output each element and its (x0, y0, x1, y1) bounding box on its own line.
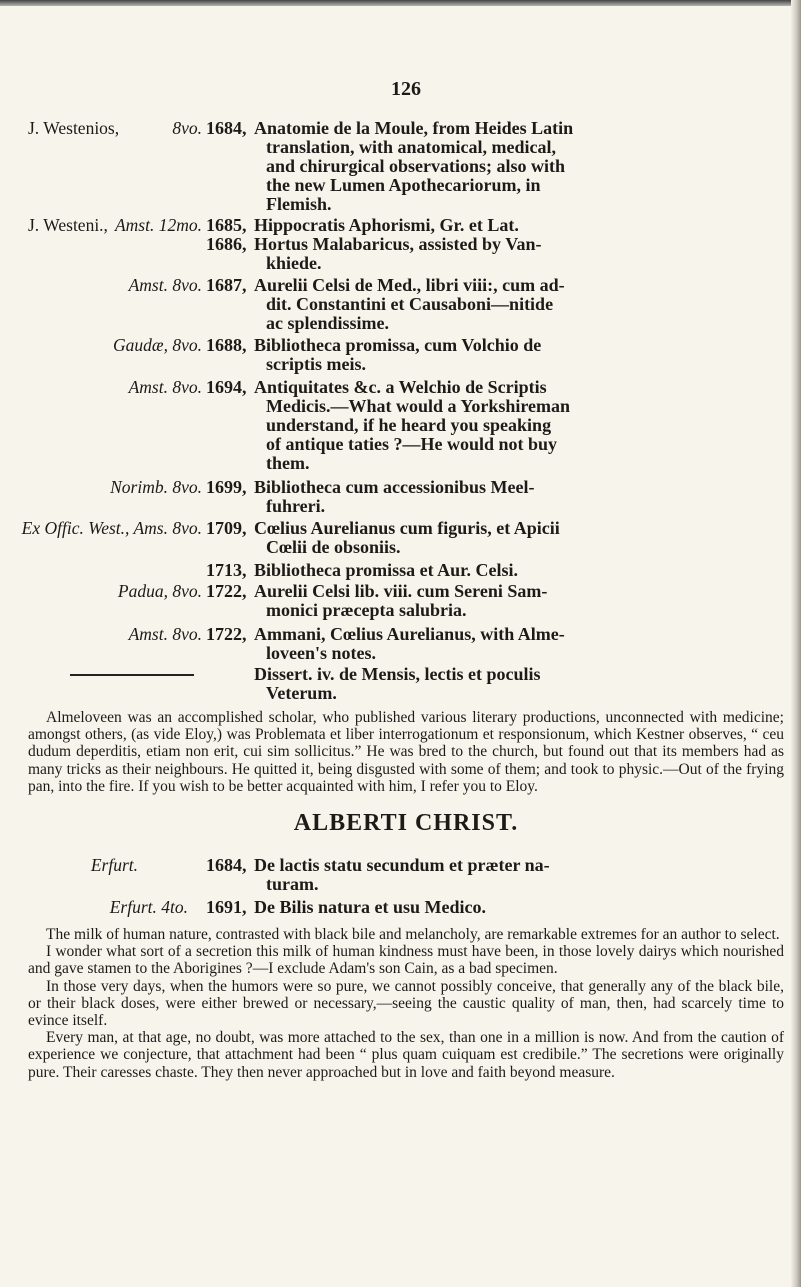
entry-year: 1713, (206, 560, 247, 580)
entry-label: Erfurt. (90, 855, 138, 875)
bibliography-entry (28, 119, 784, 215)
entry-title: De lactis statu secundum et præter na- turam. (254, 855, 550, 894)
bibliography-entry (28, 856, 784, 894)
entry-label: Erfurt. 4to. (109, 897, 188, 917)
entry-title: Hippocratis Aphorismi, Gr. et Lat. (254, 215, 519, 235)
bibliography-entry (28, 336, 784, 374)
entry-label: Padua, 8vo. (117, 581, 202, 601)
entry-year: 1694, (206, 377, 247, 397)
entry-label: J. Westenios, 8vo. (28, 118, 202, 138)
top-border (0, 0, 801, 6)
entry-year: 1684, (206, 118, 247, 138)
bibliography-entry (28, 561, 784, 580)
entry-author: J. Westenios, (28, 118, 120, 138)
bibliography-entry (28, 235, 784, 273)
entry-title: De Bilis natura et usu Medico. (254, 897, 486, 917)
entry-year: 1685, (206, 215, 247, 235)
entry-title: Cœlius Aurelianus cum figuris, et Apicii Cœlii de obsoniis. (254, 518, 560, 557)
body-paragraph: In those very days, when the humors were so pure, we cannot possibly conceive, that generally any of the black bile, or their black doses, were either brewed or necessary,—seeing the caustic quality of man, then, had scarcely time to evince itself. (28, 977, 784, 1030)
entry-year: 1686, (206, 234, 247, 254)
bibliography-entry (28, 665, 784, 703)
entry-label: Norimb. 8vo. (110, 477, 202, 497)
entry-title: Aurelii Celsi lib. viii. cum Sereni Sam- monici præcepta salubria. (254, 581, 548, 620)
entry-author: J. Westeni., (28, 215, 108, 235)
bibliography-entry (28, 898, 784, 917)
entry-label: Gaudæ, 8vo. (113, 335, 202, 355)
section-heading: ALBERTI CHRIST. (293, 810, 519, 836)
entry-label: Amst. 8vo. (128, 275, 202, 295)
entry-label: Amst. 8vo. (128, 377, 202, 397)
entry-year: 1722, (206, 624, 247, 644)
body-paragraph: The milk of human nature, contrasted with black bile and melancholy, are remarkable extremes for an author to select. (46, 926, 780, 943)
entry-title: Anatomie de la Moule, from Heides Latin translation, with anatomical, medical, and chirurgical observations; also with the new Lumen Apothecariorum, in Flemish. (254, 118, 574, 214)
page-edge (791, 0, 801, 1287)
entry-title: Bibliotheca cum accessionibus Meel- fuhreri. (254, 477, 535, 516)
bibliography-entry (21, 518, 784, 557)
body-paragraph: I wonder what sort of a secretion this milk of human kindness must have been, in those lovely dairys which nourished and gave stamen to the Aborigines ?—I exclude Adam's son Cain, as a bad specimen. (28, 943, 784, 978)
entry-year: 1687, (206, 275, 247, 295)
body-paragraph: Almeloveen was an accomplished scholar, who published various literary productions, unconnected with medicine; amongst others, (as vide Eloy,) was Problemata et liber interrogationum et responsionum, which Kestner observes, “ ceu dudum deperditis, etiam non erit, cui sim sollicitus.” He was bred to the church, but found out that its members had as many tricks as their neighbours. He quitted it, being disgusted with some of them; and took to physic.—Out of the frying pan, into the fire. If you wish to be better acquainted with him, I refer you to Eloy. (28, 709, 784, 795)
entry-year: 1722, (206, 581, 247, 601)
body-paragraph: Every man, at that age, no doubt, was more attached to the sex, than one in a million is now. And from the caution of experience we conjecture, that attachment had been “ plus quam cuiquam est credibile.” The secretions were originally pure. Their caresses chaste. They then never approached but in love and faith beyond measure. (28, 1029, 784, 1081)
bibliography-entry (28, 625, 784, 663)
bibliography-entry (28, 478, 784, 516)
entry-title: Hortus Malabaricus, assisted by Van- khiede. (254, 234, 542, 273)
entry-title: Antiquitates &c. a Welchio de Scriptis Medicis.—What would a Yorkshireman understand, if he heard you speaking of antique taties ?—He would not buy them. (254, 377, 571, 473)
entry-title: Aurelii Celsi de Med., libri viii:, cum ad- dit. Constantini et Causaboni—nitide ac splendissime. (254, 275, 565, 333)
page-number: 126 (391, 78, 421, 100)
body-text (28, 926, 784, 1081)
bibliography-entry (28, 216, 784, 235)
ditto-dash (70, 674, 194, 676)
entry-title: Ammani, Cœlius Aurelianus, with Alme- loveen's notes. (254, 624, 565, 663)
entry-label: Amst. 8vo. (128, 624, 202, 644)
bibliography-entry (28, 378, 784, 474)
entry-title: Dissert. iv. de Mensis, lectis et poculis Veterum. (254, 664, 541, 703)
entry-label: J. Westeni., Amst. 12mo. (28, 215, 202, 235)
entry-year: 1684, (206, 855, 247, 875)
bibliography-entry (28, 582, 784, 620)
entry-year: 1691, (206, 897, 247, 917)
entry-year: 1709, (206, 518, 247, 538)
entry-title: Bibliotheca promissa, cum Volchio de scriptis meis. (254, 335, 542, 374)
bibliography-entry (28, 276, 784, 333)
entry-title: Bibliotheca promissa et Aur. Celsi. (254, 560, 519, 580)
entry-label: Ex Offic. West., Ams. 8vo. (21, 518, 202, 538)
entry-year: 1688, (206, 335, 247, 355)
entry-year: 1699, (206, 477, 247, 497)
